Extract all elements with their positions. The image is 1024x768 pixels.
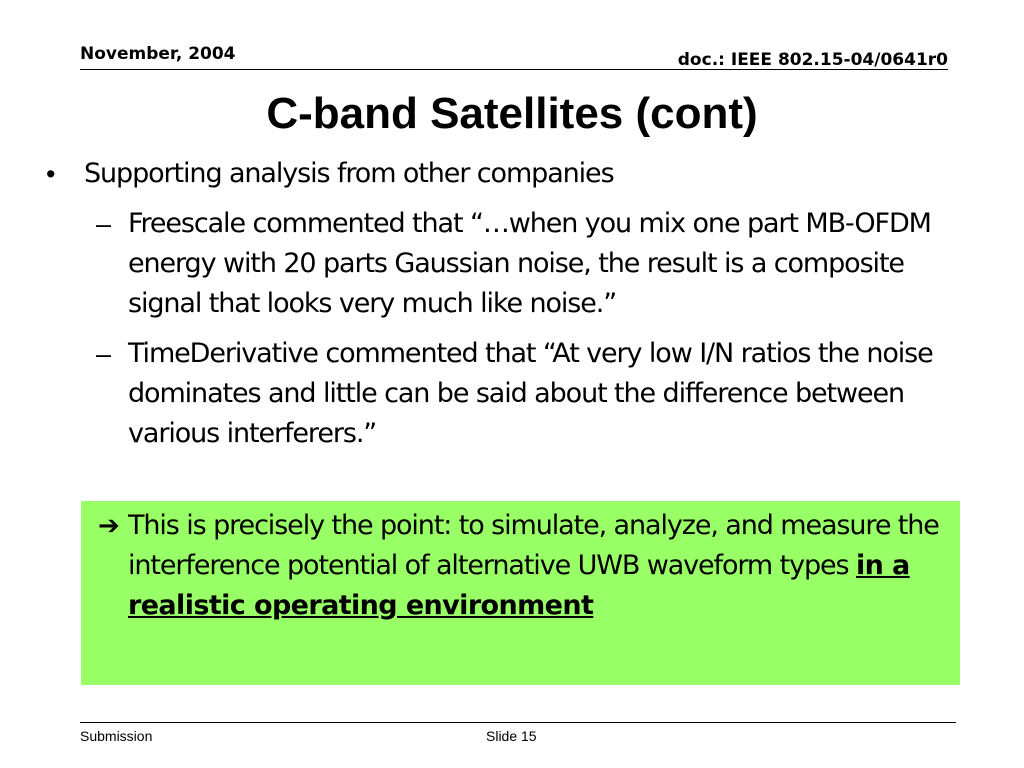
footer-submission: Submission (80, 728, 153, 744)
slide-body (40, 154, 970, 454)
header-date: November, 2004 (80, 44, 236, 64)
footer-rule (80, 722, 956, 723)
header-rule (80, 69, 948, 70)
highlight-emphasis: in a realistic operating environment (128, 550, 910, 621)
sub-bullet-timederivative (40, 334, 970, 454)
dash-icon: – (96, 209, 110, 239)
dash-icon: – (96, 339, 110, 369)
arrow-right-icon: ➔ (98, 511, 119, 541)
footer-slide-number: Slide 15 (486, 728, 537, 744)
sub-bullet-text: TimeDerivative commented that “At very low I/N ratios the noise dominates and little can be said about the difference between various interferers.” (128, 338, 933, 449)
highlight-body: This is precisely the point: to simulate, analyze, and measure the interference potential of alternative UWB waveform types (128, 510, 939, 581)
bullet-dot-icon: • (46, 159, 55, 189)
slide-title: C-band Satellites (cont) (266, 89, 758, 138)
sub-bullet-text: Freescale commented that “…when you mix one part MB-OFDM energy with 20 parts Gaussian noise, the result is a composite signal that looks very much like noise.” (128, 208, 931, 319)
bullet-main-text: Supporting analysis from other companies (84, 158, 614, 189)
sub-bullet-freescale (40, 204, 970, 324)
bullet-main (40, 154, 970, 194)
highlight-text (98, 506, 958, 626)
header-doc-id: doc.: IEEE 802.15-04/0641r0 (677, 50, 948, 70)
